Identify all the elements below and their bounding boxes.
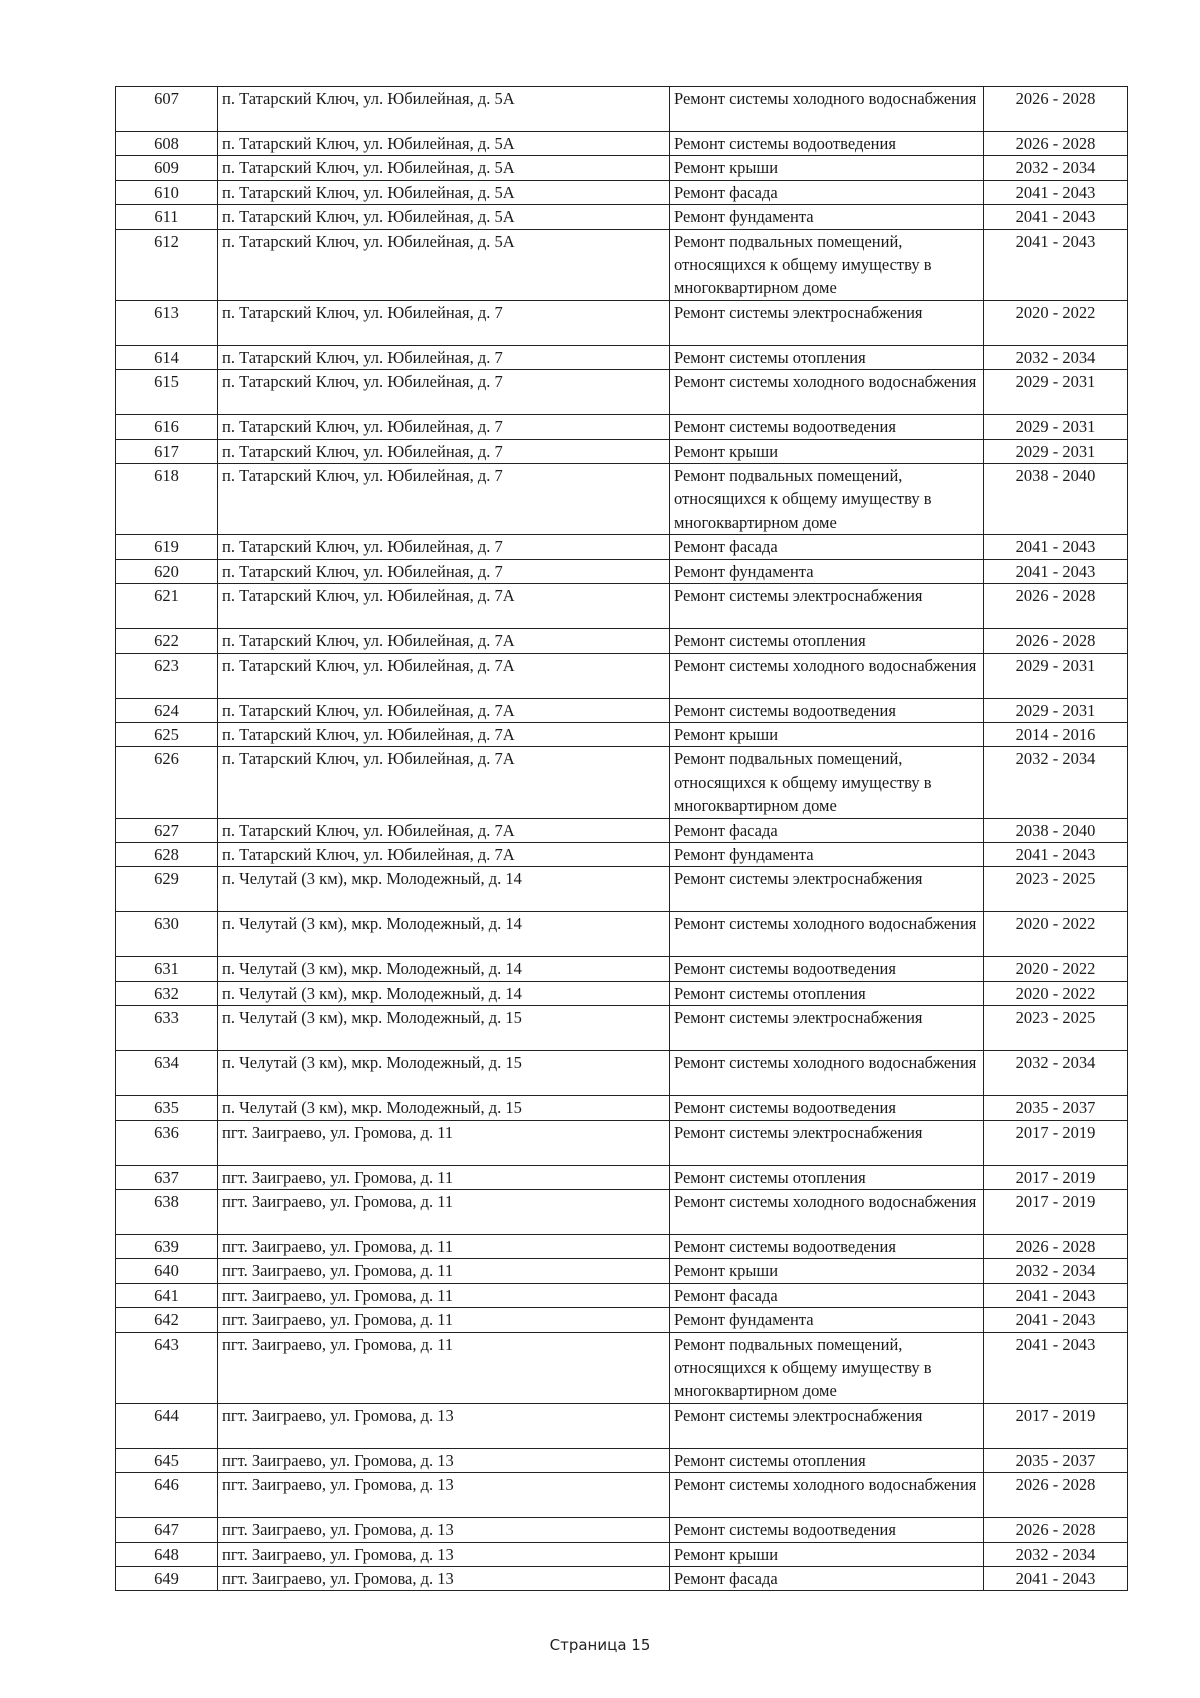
row-address: пгт. Заиграево, ул. Громова, д. 11 bbox=[218, 1259, 670, 1283]
row-address: п. Татарский Ключ, ул. Юбилейная, д. 7 bbox=[218, 345, 670, 369]
row-period: 2026 - 2028 bbox=[984, 584, 1128, 629]
table-row bbox=[116, 842, 1128, 866]
row-number: 630 bbox=[116, 912, 218, 957]
row-number: 639 bbox=[116, 1234, 218, 1258]
row-address: п. Татарский Ключ, ул. Юбилейная, д. 7А bbox=[218, 584, 670, 629]
row-address: п. Татарский Ключ, ул. Юбилейная, д. 5А bbox=[218, 156, 670, 180]
table-row bbox=[116, 1234, 1128, 1258]
row-period: 2020 - 2022 bbox=[984, 957, 1128, 981]
table-row bbox=[116, 535, 1128, 559]
table-row bbox=[116, 1473, 1128, 1518]
row-period: 2017 - 2019 bbox=[984, 1120, 1128, 1165]
row-number: 620 bbox=[116, 559, 218, 583]
row-period: 2041 - 2043 bbox=[984, 1283, 1128, 1307]
row-period: 2032 - 2034 bbox=[984, 345, 1128, 369]
row-address: п. Татарский Ключ, ул. Юбилейная, д. 5А bbox=[218, 205, 670, 229]
row-period: 2029 - 2031 bbox=[984, 653, 1128, 698]
row-period: 2026 - 2028 bbox=[984, 1234, 1128, 1258]
row-work-type: Ремонт крыши bbox=[670, 439, 984, 463]
row-address: п. Татарский Ключ, ул. Юбилейная, д. 7 bbox=[218, 464, 670, 535]
table-row bbox=[116, 1403, 1128, 1448]
row-work-type: Ремонт системы холодного водоснабжения bbox=[670, 1473, 984, 1518]
row-number: 611 bbox=[116, 205, 218, 229]
row-period: 2017 - 2019 bbox=[984, 1165, 1128, 1189]
table-row bbox=[116, 300, 1128, 345]
row-period: 2017 - 2019 bbox=[984, 1403, 1128, 1448]
table-row bbox=[116, 1189, 1128, 1234]
row-period: 2032 - 2034 bbox=[984, 1051, 1128, 1096]
table-row bbox=[116, 205, 1128, 229]
row-address: п. Челутай (3 км), мкр. Молодежный, д. 14 bbox=[218, 912, 670, 957]
row-work-type: Ремонт системы холодного водоснабжения bbox=[670, 1189, 984, 1234]
table-row bbox=[116, 180, 1128, 204]
row-period: 2041 - 2043 bbox=[984, 842, 1128, 866]
table-row bbox=[116, 867, 1128, 912]
row-period: 2026 - 2028 bbox=[984, 629, 1128, 653]
row-address: пгт. Заиграево, ул. Громова, д. 11 bbox=[218, 1189, 670, 1234]
row-number: 628 bbox=[116, 842, 218, 866]
table-row bbox=[116, 629, 1128, 653]
table-row bbox=[116, 1165, 1128, 1189]
row-number: 609 bbox=[116, 156, 218, 180]
row-address: пгт. Заиграево, ул. Громова, д. 13 bbox=[218, 1473, 670, 1518]
row-address: п. Татарский Ключ, ул. Юбилейная, д. 7 bbox=[218, 370, 670, 415]
row-address: п. Татарский Ключ, ул. Юбилейная, д. 7 bbox=[218, 559, 670, 583]
row-period: 2041 - 2043 bbox=[984, 1308, 1128, 1332]
table-row bbox=[116, 415, 1128, 439]
row-address: п. Татарский Ключ, ул. Юбилейная, д. 5А bbox=[218, 87, 670, 132]
table-row bbox=[116, 1120, 1128, 1165]
row-period: 2032 - 2034 bbox=[984, 747, 1128, 818]
table-row bbox=[116, 345, 1128, 369]
row-work-type: Ремонт системы холодного водоснабжения bbox=[670, 87, 984, 132]
row-number: 622 bbox=[116, 629, 218, 653]
row-address: п. Татарский Ключ, ул. Юбилейная, д. 7А bbox=[218, 747, 670, 818]
row-number: 641 bbox=[116, 1283, 218, 1307]
row-number: 637 bbox=[116, 1165, 218, 1189]
table-row bbox=[116, 1448, 1128, 1472]
row-number: 648 bbox=[116, 1542, 218, 1566]
table-row bbox=[116, 559, 1128, 583]
row-work-type: Ремонт подвальных помещений, относящихся к общему имуществу в многоквартирном доме bbox=[670, 464, 984, 535]
row-number: 613 bbox=[116, 300, 218, 345]
row-number: 629 bbox=[116, 867, 218, 912]
row-work-type: Ремонт системы водоотведения bbox=[670, 1096, 984, 1120]
row-number: 634 bbox=[116, 1051, 218, 1096]
row-number: 618 bbox=[116, 464, 218, 535]
table-row bbox=[116, 653, 1128, 698]
row-number: 614 bbox=[116, 345, 218, 369]
row-work-type: Ремонт системы холодного водоснабжения bbox=[670, 653, 984, 698]
row-work-type: Ремонт системы холодного водоснабжения bbox=[670, 370, 984, 415]
row-work-type: Ремонт системы отопления bbox=[670, 981, 984, 1005]
page-number-footer: Страница 15 bbox=[549, 1636, 651, 1654]
row-period: 2029 - 2031 bbox=[984, 698, 1128, 722]
table-row bbox=[116, 1051, 1128, 1096]
table-row bbox=[116, 747, 1128, 818]
row-work-type: Ремонт системы электроснабжения bbox=[670, 867, 984, 912]
row-work-type: Ремонт системы водоотведения bbox=[670, 132, 984, 156]
row-address: п. Татарский Ключ, ул. Юбилейная, д. 5А bbox=[218, 132, 670, 156]
row-address: пгт. Заиграево, ул. Громова, д. 13 bbox=[218, 1567, 670, 1591]
row-period: 2041 - 2043 bbox=[984, 205, 1128, 229]
row-number: 621 bbox=[116, 584, 218, 629]
row-work-type: Ремонт системы холодного водоснабжения bbox=[670, 912, 984, 957]
row-number: 617 bbox=[116, 439, 218, 463]
row-period: 2035 - 2037 bbox=[984, 1448, 1128, 1472]
row-period: 2041 - 2043 bbox=[984, 229, 1128, 300]
row-address: п. Татарский Ключ, ул. Юбилейная, д. 7А bbox=[218, 629, 670, 653]
row-work-type: Ремонт системы водоотведения bbox=[670, 698, 984, 722]
row-work-type: Ремонт фасада bbox=[670, 180, 984, 204]
row-address: п. Татарский Ключ, ул. Юбилейная, д. 7А bbox=[218, 653, 670, 698]
row-period: 2026 - 2028 bbox=[984, 87, 1128, 132]
row-address: пгт. Заиграево, ул. Громова, д. 11 bbox=[218, 1332, 670, 1403]
row-number: 612 bbox=[116, 229, 218, 300]
row-address: п. Челутай (3 км), мкр. Молодежный, д. 15 bbox=[218, 1051, 670, 1096]
row-period: 2032 - 2034 bbox=[984, 1259, 1128, 1283]
row-number: 608 bbox=[116, 132, 218, 156]
row-address: пгт. Заиграево, ул. Громова, д. 13 bbox=[218, 1518, 670, 1542]
row-number: 643 bbox=[116, 1332, 218, 1403]
row-work-type: Ремонт системы водоотведения bbox=[670, 1518, 984, 1542]
row-work-type: Ремонт фасада bbox=[670, 818, 984, 842]
row-number: 627 bbox=[116, 818, 218, 842]
row-work-type: Ремонт системы электроснабжения bbox=[670, 1403, 984, 1448]
table-row bbox=[116, 957, 1128, 981]
row-work-type: Ремонт крыши bbox=[670, 1542, 984, 1566]
row-work-type: Ремонт фасада bbox=[670, 1567, 984, 1591]
row-work-type: Ремонт системы водоотведения bbox=[670, 1234, 984, 1258]
row-period: 2026 - 2028 bbox=[984, 1473, 1128, 1518]
row-address: пгт. Заиграево, ул. Громова, д. 13 bbox=[218, 1448, 670, 1472]
row-number: 615 bbox=[116, 370, 218, 415]
row-work-type: Ремонт системы водоотведения bbox=[670, 957, 984, 981]
row-address: п. Татарский Ключ, ул. Юбилейная, д. 5А bbox=[218, 229, 670, 300]
row-number: 646 bbox=[116, 1473, 218, 1518]
row-period: 2032 - 2034 bbox=[984, 1542, 1128, 1566]
row-address: пгт. Заиграево, ул. Громова, д. 11 bbox=[218, 1120, 670, 1165]
row-work-type: Ремонт системы электроснабжения bbox=[670, 1120, 984, 1165]
row-period: 2041 - 2043 bbox=[984, 559, 1128, 583]
row-number: 647 bbox=[116, 1518, 218, 1542]
row-address: п. Челутай (3 км), мкр. Молодежный, д. 15 bbox=[218, 1006, 670, 1051]
row-number: 619 bbox=[116, 535, 218, 559]
table-row bbox=[116, 912, 1128, 957]
schedule-body bbox=[116, 87, 1128, 1591]
row-work-type: Ремонт крыши bbox=[670, 156, 984, 180]
row-address: п. Татарский Ключ, ул. Юбилейная, д. 7А bbox=[218, 722, 670, 746]
table-row bbox=[116, 981, 1128, 1005]
row-address: п. Челутай (3 км), мкр. Молодежный, д. 14 bbox=[218, 867, 670, 912]
row-work-type: Ремонт крыши bbox=[670, 1259, 984, 1283]
row-address: п. Татарский Ключ, ул. Юбилейная, д. 5А bbox=[218, 180, 670, 204]
row-number: 610 bbox=[116, 180, 218, 204]
row-period: 2035 - 2037 bbox=[984, 1096, 1128, 1120]
row-period: 2032 - 2034 bbox=[984, 156, 1128, 180]
row-number: 640 bbox=[116, 1259, 218, 1283]
row-work-type: Ремонт фундамента bbox=[670, 1308, 984, 1332]
table-row bbox=[116, 1542, 1128, 1566]
row-period: 2014 - 2016 bbox=[984, 722, 1128, 746]
row-number: 624 bbox=[116, 698, 218, 722]
row-address: пгт. Заиграево, ул. Громова, д. 13 bbox=[218, 1542, 670, 1566]
row-work-type: Ремонт фундамента bbox=[670, 842, 984, 866]
row-period: 2041 - 2043 bbox=[984, 1332, 1128, 1403]
row-work-type: Ремонт подвальных помещений, относящихся к общему имуществу в многоквартирном доме bbox=[670, 229, 984, 300]
table-row bbox=[116, 1308, 1128, 1332]
repair-schedule-table bbox=[115, 86, 1128, 1591]
row-number: 631 bbox=[116, 957, 218, 981]
row-work-type: Ремонт системы отопления bbox=[670, 629, 984, 653]
row-work-type: Ремонт системы электроснабжения bbox=[670, 584, 984, 629]
row-period: 2029 - 2031 bbox=[984, 439, 1128, 463]
row-number: 623 bbox=[116, 653, 218, 698]
table-row bbox=[116, 370, 1128, 415]
row-address: п. Челутай (3 км), мкр. Молодежный, д. 14 bbox=[218, 957, 670, 981]
row-number: 636 bbox=[116, 1120, 218, 1165]
row-period: 2017 - 2019 bbox=[984, 1189, 1128, 1234]
row-number: 635 bbox=[116, 1096, 218, 1120]
row-address: пгт. Заиграево, ул. Громова, д. 11 bbox=[218, 1308, 670, 1332]
table-row bbox=[116, 132, 1128, 156]
row-work-type: Ремонт системы отопления bbox=[670, 1448, 984, 1472]
row-period: 2020 - 2022 bbox=[984, 981, 1128, 1005]
row-address: п. Татарский Ключ, ул. Юбилейная, д. 7А bbox=[218, 818, 670, 842]
row-number: 649 bbox=[116, 1567, 218, 1591]
row-work-type: Ремонт крыши bbox=[670, 722, 984, 746]
row-number: 645 bbox=[116, 1448, 218, 1472]
row-period: 2020 - 2022 bbox=[984, 300, 1128, 345]
row-work-type: Ремонт подвальных помещений, относящихся к общему имуществу в многоквартирном доме bbox=[670, 1332, 984, 1403]
row-number: 607 bbox=[116, 87, 218, 132]
row-address: п. Татарский Ключ, ул. Юбилейная, д. 7А bbox=[218, 698, 670, 722]
row-work-type: Ремонт системы отопления bbox=[670, 1165, 984, 1189]
table-row bbox=[116, 229, 1128, 300]
row-work-type: Ремонт системы отопления bbox=[670, 345, 984, 369]
row-period: 2038 - 2040 bbox=[984, 818, 1128, 842]
row-work-type: Ремонт фундамента bbox=[670, 559, 984, 583]
row-number: 642 bbox=[116, 1308, 218, 1332]
table-row bbox=[116, 464, 1128, 535]
row-period: 2020 - 2022 bbox=[984, 912, 1128, 957]
row-work-type: Ремонт системы электроснабжения bbox=[670, 1006, 984, 1051]
row-address: п. Татарский Ключ, ул. Юбилейная, д. 7 bbox=[218, 300, 670, 345]
row-work-type: Ремонт системы водоотведения bbox=[670, 415, 984, 439]
table-row bbox=[116, 818, 1128, 842]
row-period: 2023 - 2025 bbox=[984, 1006, 1128, 1051]
table-row bbox=[116, 1283, 1128, 1307]
row-address: п. Челутай (3 км), мкр. Молодежный, д. 14 bbox=[218, 981, 670, 1005]
row-address: п. Татарский Ключ, ул. Юбилейная, д. 7 bbox=[218, 415, 670, 439]
row-number: 626 bbox=[116, 747, 218, 818]
row-work-type: Ремонт системы электроснабжения bbox=[670, 300, 984, 345]
row-address: пгт. Заиграево, ул. Громова, д. 13 bbox=[218, 1403, 670, 1448]
table-row bbox=[116, 1096, 1128, 1120]
row-address: пгт. Заиграево, ул. Громова, д. 11 bbox=[218, 1234, 670, 1258]
row-period: 2038 - 2040 bbox=[984, 464, 1128, 535]
table-row bbox=[116, 156, 1128, 180]
table-row bbox=[116, 722, 1128, 746]
row-address: п. Татарский Ключ, ул. Юбилейная, д. 7 bbox=[218, 535, 670, 559]
table-row bbox=[116, 1259, 1128, 1283]
table-row bbox=[116, 1006, 1128, 1051]
row-period: 2029 - 2031 bbox=[984, 370, 1128, 415]
row-work-type: Ремонт подвальных помещений, относящихся к общему имуществу в многоквартирном доме bbox=[670, 747, 984, 818]
row-period: 2029 - 2031 bbox=[984, 415, 1128, 439]
row-period: 2041 - 2043 bbox=[984, 180, 1128, 204]
row-number: 638 bbox=[116, 1189, 218, 1234]
row-address: п. Челутай (3 км), мкр. Молодежный, д. 15 bbox=[218, 1096, 670, 1120]
table-row bbox=[116, 439, 1128, 463]
row-work-type: Ремонт фундамента bbox=[670, 205, 984, 229]
row-period: 2026 - 2028 bbox=[984, 132, 1128, 156]
row-address: п. Татарский Ключ, ул. Юбилейная, д. 7 bbox=[218, 439, 670, 463]
table-row bbox=[116, 698, 1128, 722]
row-work-type: Ремонт фасада bbox=[670, 1283, 984, 1307]
row-number: 625 bbox=[116, 722, 218, 746]
row-number: 644 bbox=[116, 1403, 218, 1448]
row-work-type: Ремонт системы холодного водоснабжения bbox=[670, 1051, 984, 1096]
row-address: пгт. Заиграево, ул. Громова, д. 11 bbox=[218, 1165, 670, 1189]
row-period: 2041 - 2043 bbox=[984, 1567, 1128, 1591]
row-number: 616 bbox=[116, 415, 218, 439]
row-period: 2023 - 2025 bbox=[984, 867, 1128, 912]
table-row bbox=[116, 1332, 1128, 1403]
row-number: 633 bbox=[116, 1006, 218, 1051]
table-row bbox=[116, 584, 1128, 629]
row-work-type: Ремонт фасада bbox=[670, 535, 984, 559]
row-period: 2026 - 2028 bbox=[984, 1518, 1128, 1542]
row-address: п. Татарский Ключ, ул. Юбилейная, д. 7А bbox=[218, 842, 670, 866]
table-row bbox=[116, 1518, 1128, 1542]
row-period: 2041 - 2043 bbox=[984, 535, 1128, 559]
table-row bbox=[116, 1567, 1128, 1591]
row-address: пгт. Заиграево, ул. Громова, д. 11 bbox=[218, 1283, 670, 1307]
row-number: 632 bbox=[116, 981, 218, 1005]
table-row bbox=[116, 87, 1128, 132]
